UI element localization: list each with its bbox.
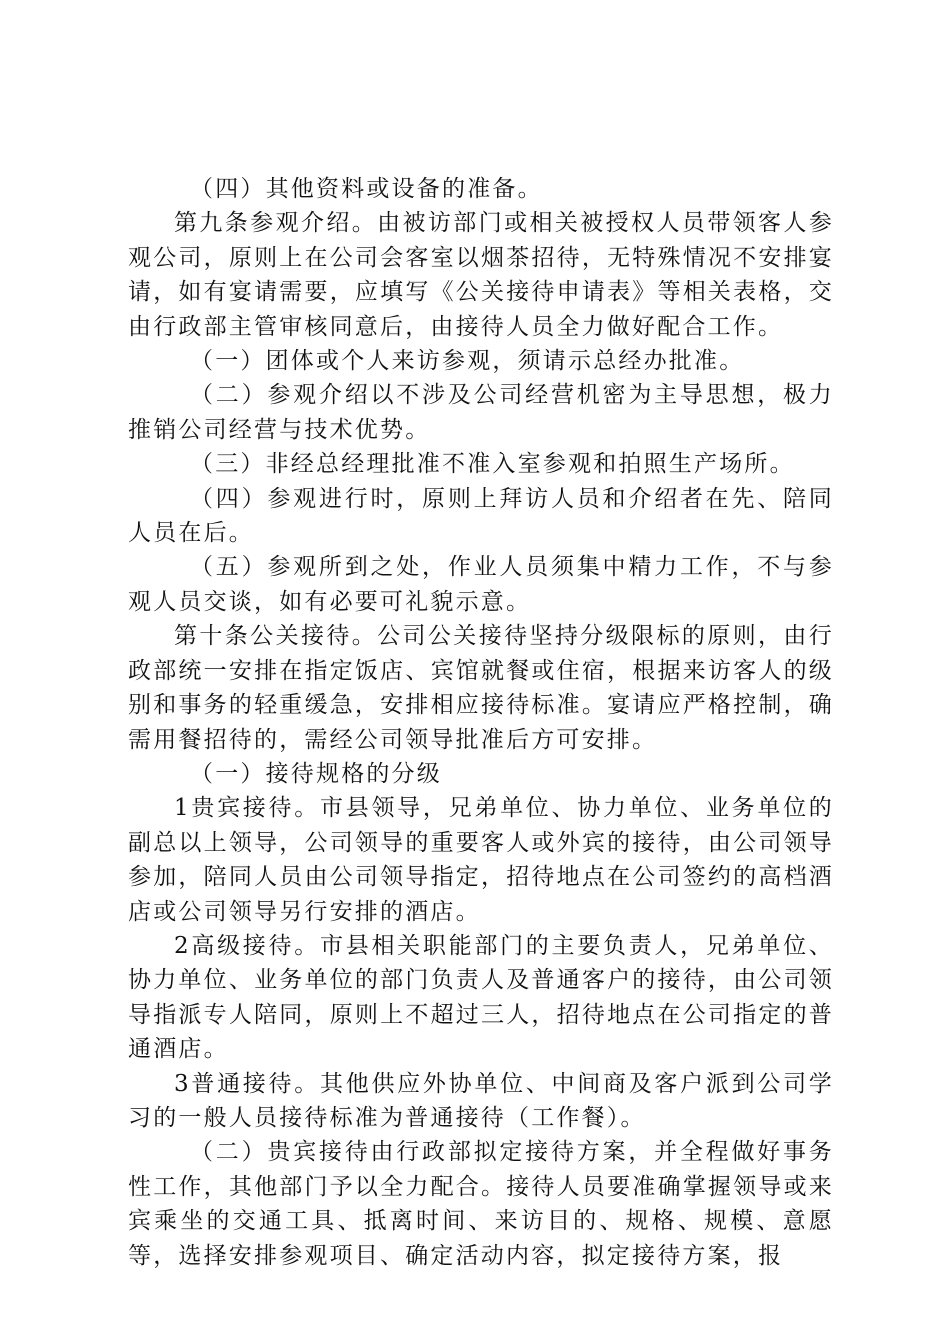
document-paragraph: （三）非经总经理批准不准入室参观和拍照生产场所。 xyxy=(190,451,795,478)
document-paragraph: （二）贵宾接待由行政部拟定接待方案，并全程做好事务性工作，其他部门予以全力配合。接待人员要准确掌握领导或来宾乘坐的交通工具、抵离时间、来访目的、规格、规模、意愿等，选择安排参观项目、确定活动内容，拟定接待方案，报 xyxy=(128,1139,834,1269)
document-paragraph: 第十条公关接待。公司公关接待坚持分级限标的原则，由行政部统一安排在指定饭店、宾馆就餐或住宿，根据来访客人的级别和事务的轻重缓急，安排相应接待标准。宴请应严格控制，确需用餐招待的，需经公司领导批准后方可安排。 xyxy=(128,623,834,753)
document-paragraph: 1贵宾接待。市县领导，兄弟单位、协力单位、业务单位的副总以上领导，公司领导的重要客人或外宾的接待，由公司领导参加，陪同人员由公司领导指定，招待地点在公司签约的高档酒店或公司领导另行安排的酒店。 xyxy=(128,795,834,925)
document-paragraph: 2高级接待。市县相关职能部门的主要负责人，兄弟单位、协力单位、业务单位的部门负责人及普通客户的接待，由公司领导指派专人陪同，原则上不超过三人，招待地点在公司指定的普通酒店。 xyxy=(128,932,834,1063)
document-paragraph: （四）其他资料或设备的准备。 xyxy=(190,176,543,202)
document-paragraph: 第九条参观介绍。由被访部门或相关被授权人员带领客人参观公司，原则上在公司会客室以烟茶招待，无特殊情况不安排宴请，如有宴请需要，应填写《公关接待申请表》等相关表格，交由行政部主管审核同意后，由接待人员全力做好配合工作。 xyxy=(128,210,834,340)
document-paragraph: （四）参观进行时，原则上拜访人员和介绍者在先、陪同人员在后。 xyxy=(128,485,834,547)
document-paragraph: （二）参观介绍以不涉及公司经营机密为主导思想，极力推销公司经营与技术优势。 xyxy=(128,382,834,443)
document-paragraph: （一）团体或个人来访参观，须请示总经办批准。 xyxy=(190,348,745,375)
document-body xyxy=(128,172,834,1273)
document-paragraph: 3普通接待。其他供应外协单位、中间商及客户派到公司学习的一般人员接待标准为普通接待（工作餐）。 xyxy=(128,1070,834,1131)
document-paragraph: （五）参观所到之处，作业人员须集中精力工作，不与参观人员交谈，如有必要可礼貌示意。 xyxy=(128,554,834,615)
document-paragraph: （一）接待规格的分级 xyxy=(190,760,442,787)
